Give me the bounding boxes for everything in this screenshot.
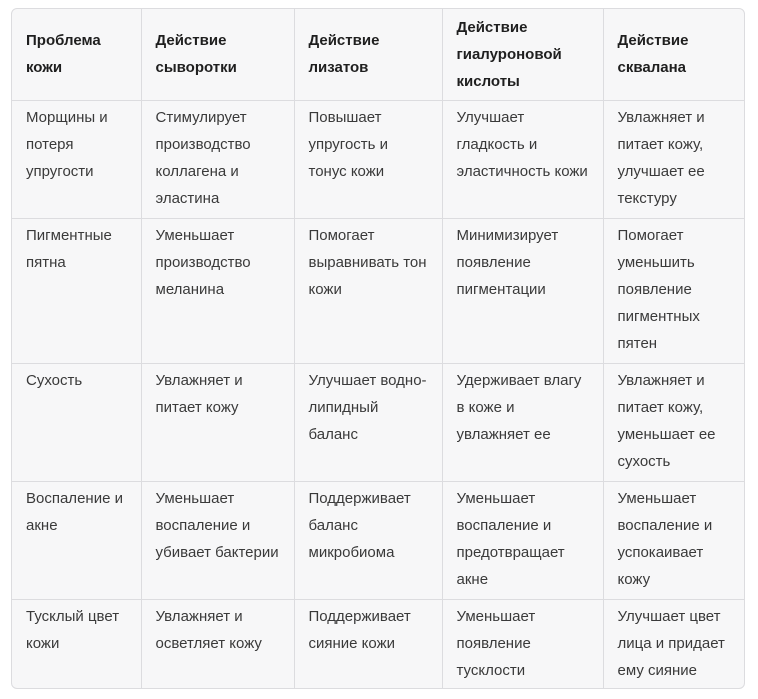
table-cell: Стимулирует производство коллагена и эластина — [141, 100, 294, 218]
comparison-table-container — [11, 8, 745, 689]
table-cell: Сухость — [12, 363, 141, 481]
header-hyaluronic-action: Действие гиалуроновой кислоты — [442, 9, 603, 100]
table-cell: Помогает выравнивать тон кожи — [294, 218, 442, 363]
header-skin-problem: Проблема кожи — [12, 9, 141, 100]
table-cell: Поддерживает баланс микробиома — [294, 481, 442, 599]
table-cell: Удерживает влагу в коже и увлажняет ее — [442, 363, 603, 481]
table-cell: Уменьшает воспаление и предотвращает акне — [442, 481, 603, 599]
header-squalane-action: Действие сквалана — [603, 9, 745, 100]
table-cell: Морщины и потеря упругости — [12, 100, 141, 218]
table-cell: Увлажняет и питает кожу, уменьшает ее сухость — [603, 363, 745, 481]
table-row — [12, 363, 745, 481]
table-row — [12, 481, 745, 599]
table-cell: Улучшает водно-липидный баланс — [294, 363, 442, 481]
comparison-table — [12, 9, 745, 689]
header-serum-action: Действие сыворотки — [141, 9, 294, 100]
header-lysates-action: Действие лизатов — [294, 9, 442, 100]
table-row — [12, 599, 745, 689]
table-cell: Уменьшает появление тусклости — [442, 599, 603, 689]
table-cell: Улучшает цвет лица и придает ему сияние — [617, 607, 725, 679]
table-cell: Увлажняет и осветляет кожу — [141, 599, 294, 689]
table-cell: Уменьшает воспаление и успокаивает кожу — [603, 481, 745, 599]
table-cell: Пигментные пятна — [12, 218, 141, 363]
table-cell: Улучшает гладкость и эластичность кожи — [442, 100, 603, 218]
table-cell: Увлажняет и питает кожу, улучшает ее текстуру — [603, 100, 745, 218]
table-row — [12, 100, 745, 218]
table-cell: Повышает упругость и тонус кожи — [294, 100, 442, 218]
table-cell: Поддерживает сияние кожи — [294, 599, 442, 689]
table-cell: Минимизирует появление пигментации — [442, 218, 603, 363]
table-cell: Уменьшает воспаление и убивает бактерии — [141, 481, 294, 599]
table-cell: Увлажняет и питает кожу — [141, 363, 294, 481]
table-cell: Тусклый цвет кожи — [12, 599, 141, 689]
table-header-row — [12, 9, 745, 100]
table-cell: Воспаление и акне — [12, 481, 141, 599]
table-row — [12, 218, 745, 363]
table-cell: Помогает уменьшить появление пигментных пятен — [603, 218, 745, 363]
table-cell: Уменьшает производство меланина — [141, 218, 294, 363]
